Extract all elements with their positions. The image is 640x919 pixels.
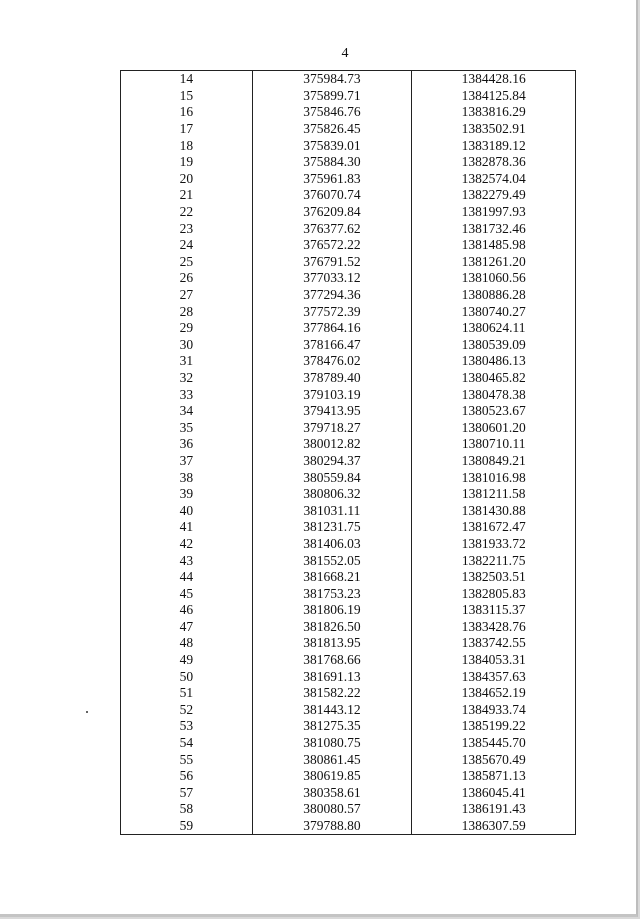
x-coordinate-cell: 381443.12 xyxy=(252,702,412,719)
point-number-cell: 21 xyxy=(121,187,253,204)
table-row xyxy=(121,121,576,138)
coordinates-table xyxy=(120,70,576,835)
point-number-cell: 46 xyxy=(121,602,253,619)
y-coordinate-cell: 1381430.88 xyxy=(412,502,576,519)
y-coordinate-cell: 1382279.49 xyxy=(412,187,576,204)
x-coordinate-cell: 379788.80 xyxy=(252,818,412,835)
table-row xyxy=(121,685,576,702)
y-coordinate-cell: 1384933.74 xyxy=(412,702,576,719)
table-row xyxy=(121,353,576,370)
y-coordinate-cell: 1380465.82 xyxy=(412,370,576,387)
y-coordinate-cell: 1384053.31 xyxy=(412,652,576,669)
point-number-cell: 47 xyxy=(121,619,253,636)
x-coordinate-cell: 380806.32 xyxy=(252,486,412,503)
page-number: 4 xyxy=(341,46,349,61)
point-number-cell: 57 xyxy=(121,785,253,802)
point-number-cell: 29 xyxy=(121,320,253,337)
x-coordinate-cell: 381080.75 xyxy=(252,735,412,752)
y-coordinate-cell: 1383742.55 xyxy=(412,635,576,652)
x-coordinate-cell: 376377.62 xyxy=(252,220,412,237)
table-row xyxy=(121,768,576,785)
table-row xyxy=(121,419,576,436)
y-coordinate-cell: 1385670.49 xyxy=(412,751,576,768)
y-coordinate-cell: 1380849.21 xyxy=(412,453,576,470)
point-number-cell: 18 xyxy=(121,137,253,154)
point-number-cell: 26 xyxy=(121,270,253,287)
x-coordinate-cell: 380559.84 xyxy=(252,469,412,486)
y-coordinate-cell: 1381211.58 xyxy=(412,486,576,503)
y-coordinate-cell: 1385871.13 xyxy=(412,768,576,785)
table-row xyxy=(121,519,576,536)
x-coordinate-cell: 381691.13 xyxy=(252,668,412,685)
x-coordinate-cell: 379718.27 xyxy=(252,419,412,436)
point-number-cell: 55 xyxy=(121,751,253,768)
table-row xyxy=(121,386,576,403)
y-coordinate-cell: 1380886.28 xyxy=(412,287,576,304)
table-row xyxy=(121,137,576,154)
y-coordinate-cell: 1380523.67 xyxy=(412,403,576,420)
y-coordinate-cell: 1380539.09 xyxy=(412,337,576,354)
x-coordinate-cell: 376209.84 xyxy=(252,204,412,221)
point-number-cell: 53 xyxy=(121,718,253,735)
point-number-cell: 16 xyxy=(121,104,253,121)
table-row xyxy=(121,569,576,586)
y-coordinate-cell: 1380740.27 xyxy=(412,303,576,320)
y-coordinate-cell: 1380624.11 xyxy=(412,320,576,337)
point-number-cell: 19 xyxy=(121,154,253,171)
point-number-cell: 33 xyxy=(121,386,253,403)
x-coordinate-cell: 380619.85 xyxy=(252,768,412,785)
x-coordinate-cell: 380012.82 xyxy=(252,436,412,453)
table-row xyxy=(121,502,576,519)
point-number-cell: 59 xyxy=(121,818,253,835)
y-coordinate-cell: 1383115.37 xyxy=(412,602,576,619)
table-row xyxy=(121,702,576,719)
point-number-cell: 23 xyxy=(121,220,253,237)
x-coordinate-cell: 380861.45 xyxy=(252,751,412,768)
point-number-cell: 58 xyxy=(121,801,253,818)
x-coordinate-cell: 381813.95 xyxy=(252,635,412,652)
x-coordinate-cell: 381668.21 xyxy=(252,569,412,586)
x-coordinate-cell: 375839.01 xyxy=(252,137,412,154)
y-coordinate-cell: 1383502.91 xyxy=(412,121,576,138)
point-number-cell: 39 xyxy=(121,486,253,503)
table-row xyxy=(121,287,576,304)
table-row xyxy=(121,171,576,188)
point-number-cell: 44 xyxy=(121,569,253,586)
coordinates-table-body xyxy=(121,71,576,835)
table-row xyxy=(121,735,576,752)
y-coordinate-cell: 1382574.04 xyxy=(412,171,576,188)
y-coordinate-cell: 1380601.20 xyxy=(412,419,576,436)
point-number-cell: 40 xyxy=(121,502,253,519)
point-number-cell: 54 xyxy=(121,735,253,752)
table-row xyxy=(121,602,576,619)
table-row xyxy=(121,635,576,652)
point-number-cell: 43 xyxy=(121,552,253,569)
point-number-cell: 14 xyxy=(121,71,253,88)
y-coordinate-cell: 1381672.47 xyxy=(412,519,576,536)
x-coordinate-cell: 381031.11 xyxy=(252,502,412,519)
table-row xyxy=(121,785,576,802)
point-number-cell: 31 xyxy=(121,353,253,370)
y-coordinate-cell: 1383816.29 xyxy=(412,104,576,121)
point-number-cell: 20 xyxy=(121,171,253,188)
y-coordinate-cell: 1381261.20 xyxy=(412,254,576,271)
x-coordinate-cell: 375846.76 xyxy=(252,104,412,121)
point-number-cell: 25 xyxy=(121,254,253,271)
y-coordinate-cell: 1381732.46 xyxy=(412,220,576,237)
table-row xyxy=(121,187,576,204)
y-coordinate-cell: 1384652.19 xyxy=(412,685,576,702)
point-number-cell: 49 xyxy=(121,652,253,669)
table-row xyxy=(121,652,576,669)
point-number-cell: 50 xyxy=(121,668,253,685)
table-row xyxy=(121,303,576,320)
table-row xyxy=(121,204,576,221)
table-row xyxy=(121,237,576,254)
y-coordinate-cell: 1385199.22 xyxy=(412,718,576,735)
point-number-cell: 45 xyxy=(121,585,253,602)
x-coordinate-cell: 375899.71 xyxy=(252,88,412,105)
point-number-cell: 24 xyxy=(121,237,253,254)
x-coordinate-cell: 381826.50 xyxy=(252,619,412,636)
point-number-cell: 37 xyxy=(121,453,253,470)
point-number-cell: 34 xyxy=(121,403,253,420)
point-number-cell: 27 xyxy=(121,287,253,304)
point-number-cell: 36 xyxy=(121,436,253,453)
x-coordinate-cell: 379413.95 xyxy=(252,403,412,420)
table-row xyxy=(121,71,576,88)
table-row xyxy=(121,453,576,470)
table-row xyxy=(121,220,576,237)
table-row xyxy=(121,254,576,271)
x-coordinate-cell: 375961.83 xyxy=(252,171,412,188)
x-coordinate-cell: 376572.22 xyxy=(252,237,412,254)
table-row xyxy=(121,320,576,337)
x-coordinate-cell: 377294.36 xyxy=(252,287,412,304)
x-coordinate-cell: 381582.22 xyxy=(252,685,412,702)
table-row xyxy=(121,270,576,287)
scan-speck xyxy=(86,711,88,713)
x-coordinate-cell: 376791.52 xyxy=(252,254,412,271)
table-row xyxy=(121,751,576,768)
y-coordinate-cell: 1383428.76 xyxy=(412,619,576,636)
y-coordinate-cell: 1380478.38 xyxy=(412,386,576,403)
x-coordinate-cell: 377033.12 xyxy=(252,270,412,287)
x-coordinate-cell: 380080.57 xyxy=(252,801,412,818)
table-row xyxy=(121,337,576,354)
point-number-cell: 56 xyxy=(121,768,253,785)
x-coordinate-cell: 380358.61 xyxy=(252,785,412,802)
x-coordinate-cell: 378166.47 xyxy=(252,337,412,354)
y-coordinate-cell: 1386191.43 xyxy=(412,801,576,818)
y-coordinate-cell: 1382805.83 xyxy=(412,585,576,602)
table-row xyxy=(121,818,576,835)
x-coordinate-cell: 375984.73 xyxy=(252,71,412,88)
x-coordinate-cell: 380294.37 xyxy=(252,453,412,470)
x-coordinate-cell: 381768.66 xyxy=(252,652,412,669)
x-coordinate-cell: 376070.74 xyxy=(252,187,412,204)
table-row xyxy=(121,718,576,735)
table-row xyxy=(121,88,576,105)
point-number-cell: 38 xyxy=(121,469,253,486)
y-coordinate-cell: 1382211.75 xyxy=(412,552,576,569)
point-number-cell: 52 xyxy=(121,702,253,719)
point-number-cell: 15 xyxy=(121,88,253,105)
x-coordinate-cell: 381552.05 xyxy=(252,552,412,569)
x-coordinate-cell: 381753.23 xyxy=(252,585,412,602)
y-coordinate-cell: 1384125.84 xyxy=(412,88,576,105)
y-coordinate-cell: 1380486.13 xyxy=(412,353,576,370)
point-number-cell: 17 xyxy=(121,121,253,138)
point-number-cell: 51 xyxy=(121,685,253,702)
y-coordinate-cell: 1381933.72 xyxy=(412,536,576,553)
x-coordinate-cell: 375884.30 xyxy=(252,154,412,171)
y-coordinate-cell: 1381060.56 xyxy=(412,270,576,287)
table-row xyxy=(121,801,576,818)
table-row xyxy=(121,104,576,121)
point-number-cell: 48 xyxy=(121,635,253,652)
table-row xyxy=(121,486,576,503)
y-coordinate-cell: 1380710.11 xyxy=(412,436,576,453)
y-coordinate-cell: 1384357.63 xyxy=(412,668,576,685)
y-coordinate-cell: 1381016.98 xyxy=(412,469,576,486)
point-number-cell: 28 xyxy=(121,303,253,320)
table-row xyxy=(121,585,576,602)
x-coordinate-cell: 375826.45 xyxy=(252,121,412,138)
table-row xyxy=(121,436,576,453)
table-row xyxy=(121,668,576,685)
y-coordinate-cell: 1386307.59 xyxy=(412,818,576,835)
point-number-cell: 41 xyxy=(121,519,253,536)
table-row xyxy=(121,154,576,171)
x-coordinate-cell: 377572.39 xyxy=(252,303,412,320)
table-row xyxy=(121,403,576,420)
table-row xyxy=(121,370,576,387)
y-coordinate-cell: 1382503.51 xyxy=(412,569,576,586)
x-coordinate-cell: 378789.40 xyxy=(252,370,412,387)
x-coordinate-cell: 381231.75 xyxy=(252,519,412,536)
x-coordinate-cell: 379103.19 xyxy=(252,386,412,403)
point-number-cell: 35 xyxy=(121,419,253,436)
y-coordinate-cell: 1385445.70 xyxy=(412,735,576,752)
x-coordinate-cell: 377864.16 xyxy=(252,320,412,337)
y-coordinate-cell: 1381997.93 xyxy=(412,204,576,221)
x-coordinate-cell: 378476.02 xyxy=(252,353,412,370)
table-row xyxy=(121,552,576,569)
x-coordinate-cell: 381806.19 xyxy=(252,602,412,619)
table-row xyxy=(121,469,576,486)
point-number-cell: 32 xyxy=(121,370,253,387)
y-coordinate-cell: 1386045.41 xyxy=(412,785,576,802)
table-row xyxy=(121,619,576,636)
y-coordinate-cell: 1384428.16 xyxy=(412,71,576,88)
y-coordinate-cell: 1381485.98 xyxy=(412,237,576,254)
x-coordinate-cell: 381406.03 xyxy=(252,536,412,553)
y-coordinate-cell: 1382878.36 xyxy=(412,154,576,171)
x-coordinate-cell: 381275.35 xyxy=(252,718,412,735)
point-number-cell: 42 xyxy=(121,536,253,553)
point-number-cell: 22 xyxy=(121,204,253,221)
table-row xyxy=(121,536,576,553)
y-coordinate-cell: 1383189.12 xyxy=(412,137,576,154)
point-number-cell: 30 xyxy=(121,337,253,354)
